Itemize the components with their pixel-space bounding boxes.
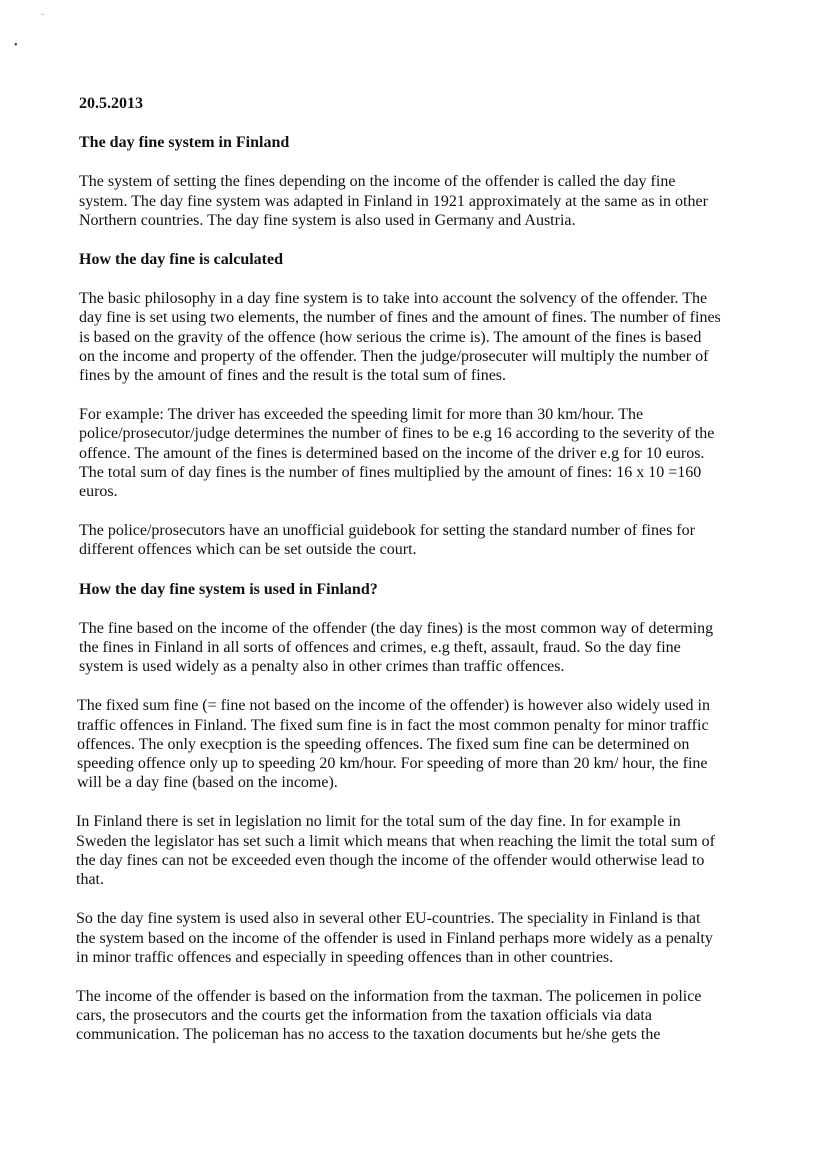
- scan-mark-dot: •: [14, 40, 18, 51]
- text-line: is based on the gravity of the offence (how serious the crime is). The amount of the fines is based: [79, 328, 702, 346]
- text-line: In Finland there is set in legislation no limit for the total sum of the day fine. In for example in: [76, 813, 681, 831]
- text-line: Northern countries. The day fine system is also used in Germany and Austria.: [79, 211, 576, 229]
- section-heading-usage: How the day fine system is used in Finland?: [79, 580, 378, 598]
- text-line: The fine based on the income of the offender (the day fines) is the most common way of determing: [79, 619, 714, 637]
- text-line: police/prosecutor/judge determines the number of fines to be e.g 16 according to the severity of the: [79, 425, 715, 443]
- text-line: the day fines can not be exceeded even though the income of the offender would otherwise lead to: [76, 851, 705, 869]
- paragraph-fixed-sum: [77, 696, 747, 792]
- paragraph-common-way: [79, 619, 747, 677]
- paragraph-philosophy: [79, 289, 747, 385]
- scan-mark-top: ᐨ: [41, 11, 45, 21]
- document-date: 20.5.2013: [79, 95, 143, 112]
- text-line: Sweden the legislator has set such a limit which means that when reaching the limit the total sum of: [76, 832, 715, 850]
- document-title: The day fine system in Finland: [79, 134, 290, 152]
- text-line: the fines in Finland in all sorts of offences and crimes, e.g theft, assault, fraud. So the day fine: [79, 639, 681, 657]
- text-line: in minor traffic offences and especially in speeding offences than in other countries.: [76, 948, 614, 966]
- text-line: The income of the offender is based on the information from the taxman. The policemen in police: [76, 987, 702, 1005]
- text-line: offence. The amount of the fines is determined based on the income of the driver e.g for 10 euros.: [79, 444, 705, 462]
- paragraph-eu-countries: [76, 909, 747, 967]
- paragraph-example: [79, 405, 747, 501]
- text-line: offences. The only execption is the speeding offences. The fixed sum fine can be determined on: [77, 735, 690, 753]
- paragraph-no-limit: [76, 812, 747, 889]
- text-line: day fine is set using two elements, the number of fines and the amount of fines. The number of fines: [79, 309, 721, 327]
- text-line: communication. The policeman has no access to the taxation documents but he/she gets the: [76, 1026, 661, 1044]
- text-line: The basic philosophy in a day fine system is to take into account the solvency of the offender. The: [79, 290, 708, 308]
- text-line: on the income and property of the offender. Then the judge/prosecuter will multiply the number of: [79, 347, 709, 365]
- text-line: system is used widely as a penalty also in other crimes than traffic offences.: [79, 658, 565, 676]
- text-line: fines by the amount of fines and the result is the total sum of fines.: [79, 367, 507, 385]
- text-line: cars, the prosecutors and the courts get the information from the taxation officials via data: [76, 1007, 652, 1025]
- text-line: that.: [76, 871, 104, 889]
- text-line: The police/prosecutors have an unofficial guidebook for setting the standard number of fines for: [79, 522, 695, 540]
- text-line: The total sum of day fines is the number of fines multiplied by the amount of fines: 16 x 10 =160: [79, 463, 702, 481]
- text-line: The system of setting the fines depending on the income of the offender is called the day fine: [79, 173, 676, 191]
- text-line: traffic offences in Finland. The fixed sum fine is in fact the most common penalty for minor traffic: [77, 716, 709, 734]
- text-line: will be a day fine (based on the income).: [77, 774, 338, 792]
- text-line: system. The day fine system was adapted in Finland in 1921 approximately at the same as in other: [79, 192, 708, 210]
- text-line: speeding offence only up to speeding 20 km/hour. For speeding of more than 20 km/ hour, the fine: [77, 755, 708, 773]
- text-line: For example: The driver has exceeded the speeding limit for more than 30 km/hour. The: [79, 406, 644, 424]
- text-line: So the day fine system is used also in several other EU-countries. The speciality in Finland is that: [76, 910, 701, 928]
- text-line: different offences which can be set outside the court.: [79, 541, 417, 559]
- paragraph-guidebook: [79, 521, 747, 559]
- text-line: the system based on the income of the offender is used in Finland perhaps more widely as a penalty: [76, 929, 713, 947]
- intro-paragraph: [79, 172, 747, 230]
- section-heading-calculation: How the day fine is calculated: [79, 251, 283, 269]
- text-line: The fixed sum fine (= fine not based on the income of the offender) is however also widely used in: [77, 697, 710, 715]
- document-body: [76, 94, 747, 1065]
- paragraph-taxman: [76, 987, 747, 1045]
- text-line: euros.: [79, 483, 118, 501]
